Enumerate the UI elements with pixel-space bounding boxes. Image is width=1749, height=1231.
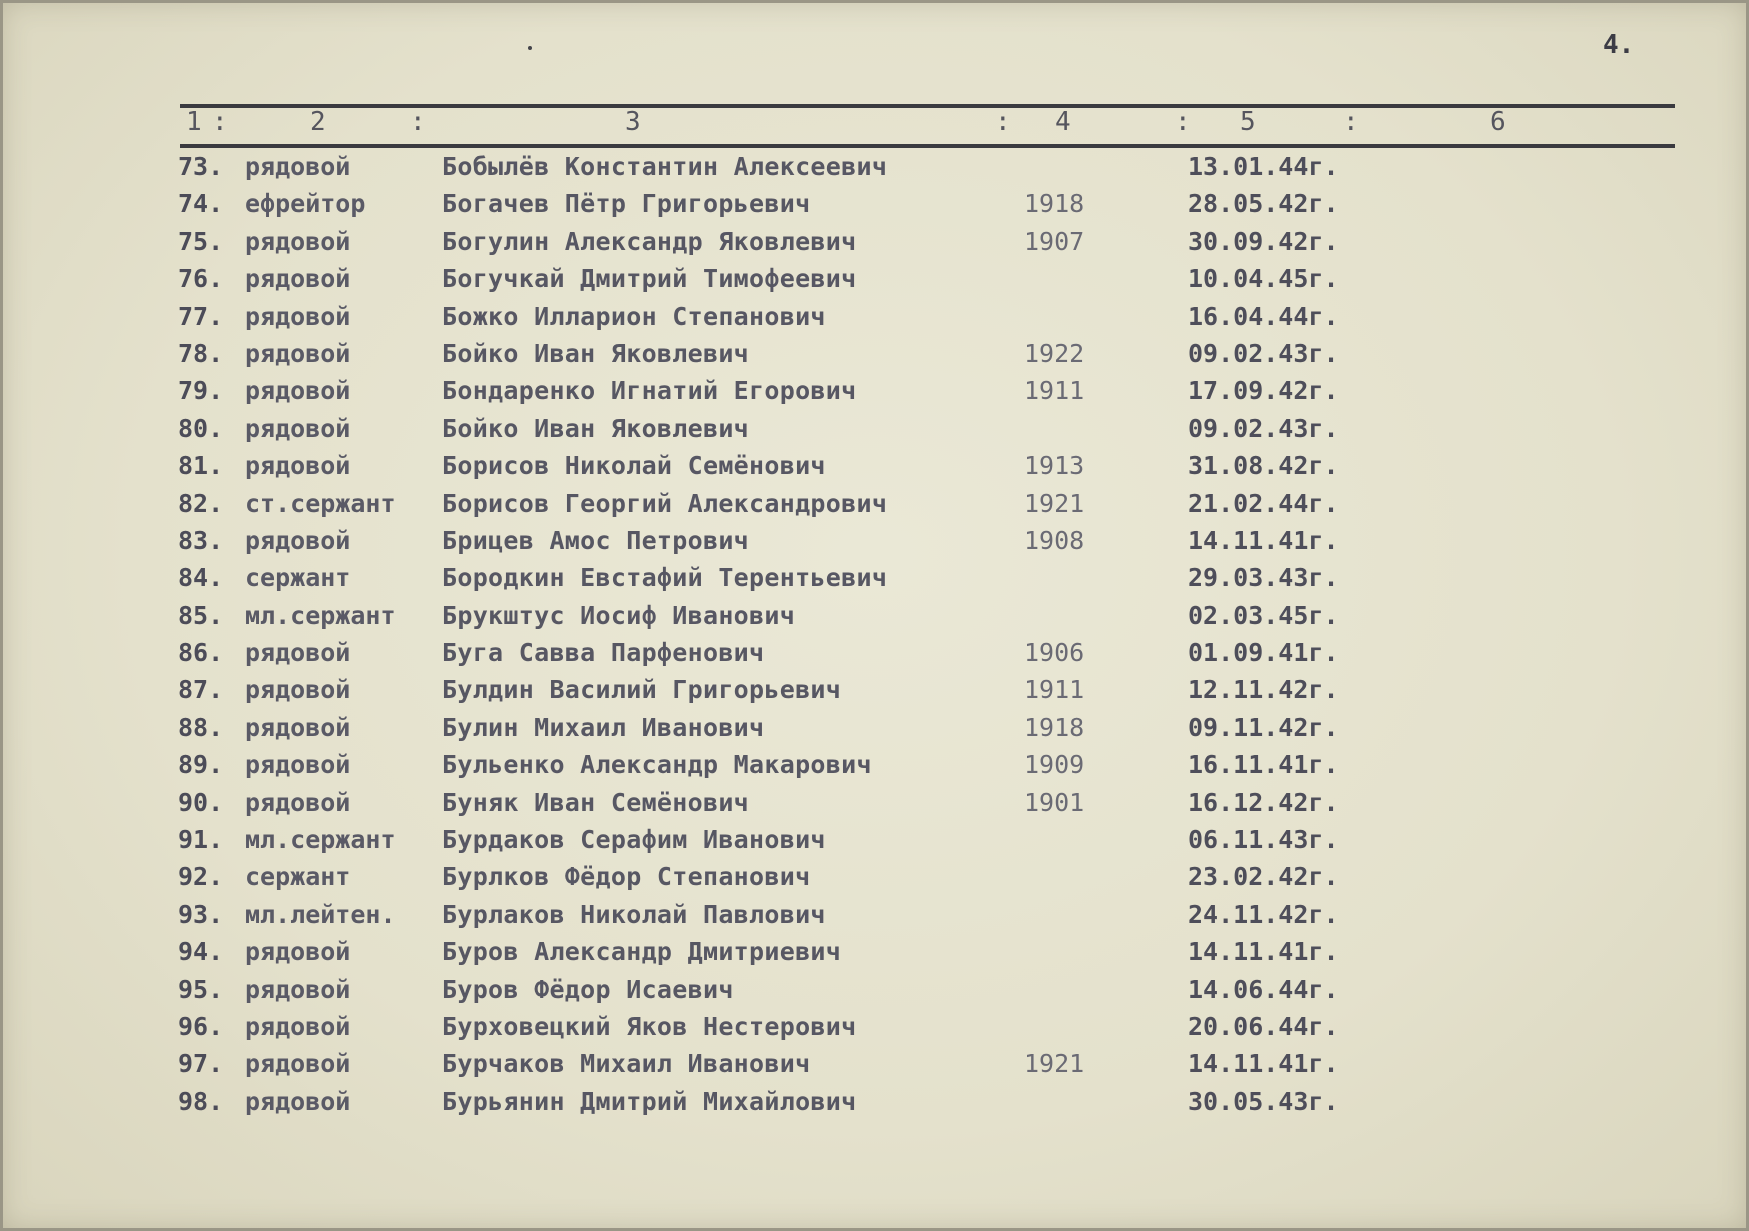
row-date: 10.04.45г. <box>1188 264 1339 294</box>
table-row <box>0 746 1749 783</box>
row-date: 30.09.42г. <box>1188 226 1339 256</box>
row-name: Бурховецкий Яков Нестерович <box>442 1011 857 1041</box>
row-date: 14.11.41г. <box>1188 525 1339 555</box>
row-number: 89. <box>178 750 224 780</box>
row-name: Богучкай Дмитрий Тимофеевич <box>442 264 857 294</box>
row-name: Буров Александр Дмитриевич <box>442 937 842 967</box>
row-rank: рядовой <box>245 1086 351 1116</box>
table-row <box>0 372 1749 409</box>
row-rank: рядовой <box>245 413 351 443</box>
table-row <box>0 185 1749 222</box>
header-col-1: 1 <box>186 107 202 137</box>
row-date: 21.02.44г. <box>1188 488 1339 518</box>
table-row <box>0 410 1749 447</box>
row-rank: сержант <box>245 862 351 892</box>
row-date: 23.02.42г. <box>1188 862 1339 892</box>
table-row <box>0 933 1749 970</box>
row-name: Булин Михаил Иванович <box>442 712 765 742</box>
row-birth-year: 1918 <box>1024 189 1085 219</box>
table-row <box>0 858 1749 895</box>
row-birth-year: 1909 <box>1024 750 1085 780</box>
row-name: Бульенко Александр Макарович <box>442 750 872 780</box>
table-row <box>0 1083 1749 1120</box>
row-date: 16.12.42г. <box>1188 787 1339 817</box>
row-number: 83. <box>178 525 224 555</box>
roster-table <box>0 148 1749 1120</box>
table-row <box>0 335 1749 372</box>
row-date: 31.08.42г. <box>1188 451 1339 481</box>
row-birth-year: 1911 <box>1024 376 1085 406</box>
row-date: 17.09.42г. <box>1188 376 1339 406</box>
row-birth-year: 1911 <box>1024 675 1085 705</box>
row-name: Бойко Иван Яковлевич <box>442 338 750 368</box>
row-number: 78. <box>178 338 224 368</box>
ink-speck <box>528 46 532 50</box>
row-name: Брицев Амос Петрович <box>442 525 750 555</box>
row-rank: рядовой <box>245 226 351 256</box>
header-separator: : <box>1343 107 1359 137</box>
table-row <box>0 260 1749 297</box>
table-row <box>0 485 1749 522</box>
row-number: 91. <box>178 825 224 855</box>
row-name: Бурдаков Серафим Иванович <box>442 825 826 855</box>
row-birth-year: 1906 <box>1024 638 1085 668</box>
row-birth-year: 1921 <box>1024 1049 1085 1079</box>
row-rank: рядовой <box>245 937 351 967</box>
row-number: 75. <box>178 226 224 256</box>
row-birth-year: 1908 <box>1024 525 1085 555</box>
table-row <box>0 447 1749 484</box>
row-date: 09.02.43г. <box>1188 413 1339 443</box>
row-name: Буняк Иван Семёнович <box>442 787 750 817</box>
row-name: Бойко Иван Яковлевич <box>442 413 750 443</box>
table-row <box>0 1008 1749 1045</box>
row-name: Бурчаков Михаил Иванович <box>442 1049 811 1079</box>
row-rank: рядовой <box>245 264 351 294</box>
row-number: 82. <box>178 488 224 518</box>
table-row <box>0 784 1749 821</box>
header-separator: : <box>1175 107 1191 137</box>
row-name: Борисов Георгий Александрович <box>442 488 888 518</box>
row-name: Богачев Пётр Григорьевич <box>442 189 811 219</box>
row-rank: мл.сержант <box>245 825 396 855</box>
header-separator: : <box>995 107 1011 137</box>
row-birth-year: 1907 <box>1024 226 1085 256</box>
header-col-4: 4 <box>1055 107 1071 137</box>
row-number: 84. <box>178 563 224 593</box>
row-birth-year: 1901 <box>1024 787 1085 817</box>
row-number: 87. <box>178 675 224 705</box>
table-row <box>0 709 1749 746</box>
row-date: 29.03.43г. <box>1188 563 1339 593</box>
row-name: Бурлаков Николай Павлович <box>442 899 826 929</box>
row-date: 16.11.41г. <box>1188 750 1339 780</box>
row-number: 97. <box>178 1049 224 1079</box>
row-number: 94. <box>178 937 224 967</box>
row-rank: рядовой <box>245 974 351 1004</box>
row-date: 14.11.41г. <box>1188 1049 1339 1079</box>
header-col-6: 6 <box>1490 107 1506 137</box>
row-date: 28.05.42г. <box>1188 189 1339 219</box>
row-rank: ст.сержант <box>245 488 396 518</box>
row-number: 85. <box>178 600 224 630</box>
row-name: Божко Илларион Степанович <box>442 301 826 331</box>
row-name: Бондаренко Игнатий Егорович <box>442 376 857 406</box>
row-rank: рядовой <box>245 338 351 368</box>
row-rank: рядовой <box>245 712 351 742</box>
row-date: 20.06.44г. <box>1188 1011 1339 1041</box>
row-rank: рядовой <box>245 638 351 668</box>
row-rank: рядовой <box>245 787 351 817</box>
row-rank: рядовой <box>245 1049 351 1079</box>
row-rank: рядовой <box>245 675 351 705</box>
row-number: 79. <box>178 376 224 406</box>
table-row <box>0 671 1749 708</box>
row-rank: рядовой <box>245 152 351 181</box>
row-name: Бобылёв Константин Алексеевич <box>442 152 888 181</box>
row-name: Булдин Василий Григорьевич <box>442 675 842 705</box>
row-number: 80. <box>178 413 224 443</box>
row-number: 90. <box>178 787 224 817</box>
row-number: 93. <box>178 899 224 929</box>
table-row <box>0 971 1749 1008</box>
row-rank: сержант <box>245 563 351 593</box>
row-date: 14.11.41г. <box>1188 937 1339 967</box>
row-birth-year: 1918 <box>1024 712 1085 742</box>
row-date: 14.06.44г. <box>1188 974 1339 1004</box>
header-col-3: 3 <box>625 107 641 137</box>
header-col-2: 2 <box>310 107 326 137</box>
row-number: 88. <box>178 712 224 742</box>
row-name: Богулин Александр Яковлевич <box>442 226 857 256</box>
row-date: 13.01.44г. <box>1188 152 1339 181</box>
row-birth-year: 1913 <box>1024 451 1085 481</box>
row-rank: мл.лейтен. <box>245 899 396 929</box>
table-row <box>0 223 1749 260</box>
row-date: 24.11.42г. <box>1188 899 1339 929</box>
header-separator: : <box>410 107 426 137</box>
row-name: Буга Савва Парфенович <box>442 638 765 668</box>
row-rank: рядовой <box>245 451 351 481</box>
row-number: 73. <box>178 152 224 181</box>
row-name: Буров Фёдор Исаевич <box>442 974 734 1004</box>
row-name: Бурьянин Дмитрий Михайлович <box>442 1086 857 1116</box>
row-rank: рядовой <box>245 376 351 406</box>
row-date: 06.11.43г. <box>1188 825 1339 855</box>
row-rank: рядовой <box>245 1011 351 1041</box>
table-row <box>0 522 1749 559</box>
table-row <box>0 298 1749 335</box>
row-name: Борисов Николай Семёнович <box>442 451 826 481</box>
row-rank: рядовой <box>245 750 351 780</box>
row-date: 30.05.43г. <box>1188 1086 1339 1116</box>
table-header <box>180 104 1675 148</box>
row-number: 77. <box>178 301 224 331</box>
row-rank: ефрейтор <box>245 189 366 219</box>
row-number: 74. <box>178 189 224 219</box>
table-row <box>0 634 1749 671</box>
row-rank: рядовой <box>245 525 351 555</box>
row-rank: мл.сержант <box>245 600 396 630</box>
row-number: 95. <box>178 974 224 1004</box>
row-date: 16.04.44г. <box>1188 301 1339 331</box>
table-row <box>0 559 1749 596</box>
row-date: 02.03.45г. <box>1188 600 1339 630</box>
table-row <box>0 821 1749 858</box>
row-birth-year: 1922 <box>1024 338 1085 368</box>
row-number: 92. <box>178 862 224 892</box>
header-separator: : <box>212 107 228 137</box>
row-name: Брукштус Иосиф Иванович <box>442 600 796 630</box>
row-name: Бурлков Фёдор Степанович <box>442 862 811 892</box>
row-number: 96. <box>178 1011 224 1041</box>
row-number: 86. <box>178 638 224 668</box>
table-row <box>0 597 1749 634</box>
row-birth-year: 1921 <box>1024 488 1085 518</box>
row-rank: рядовой <box>245 301 351 331</box>
header-col-5: 5 <box>1240 107 1256 137</box>
row-name: Бородкин Евстафий Терентьевич <box>442 563 888 593</box>
row-date: 09.02.43г. <box>1188 338 1339 368</box>
row-number: 81. <box>178 451 224 481</box>
row-date: 01.09.41г. <box>1188 638 1339 668</box>
row-number: 98. <box>178 1086 224 1116</box>
table-row <box>0 1045 1749 1082</box>
row-date: 09.11.42г. <box>1188 712 1339 742</box>
table-row <box>0 148 1749 185</box>
page-number: 4. <box>1603 30 1635 60</box>
row-number: 76. <box>178 264 224 294</box>
row-date: 12.11.42г. <box>1188 675 1339 705</box>
table-row <box>0 896 1749 933</box>
